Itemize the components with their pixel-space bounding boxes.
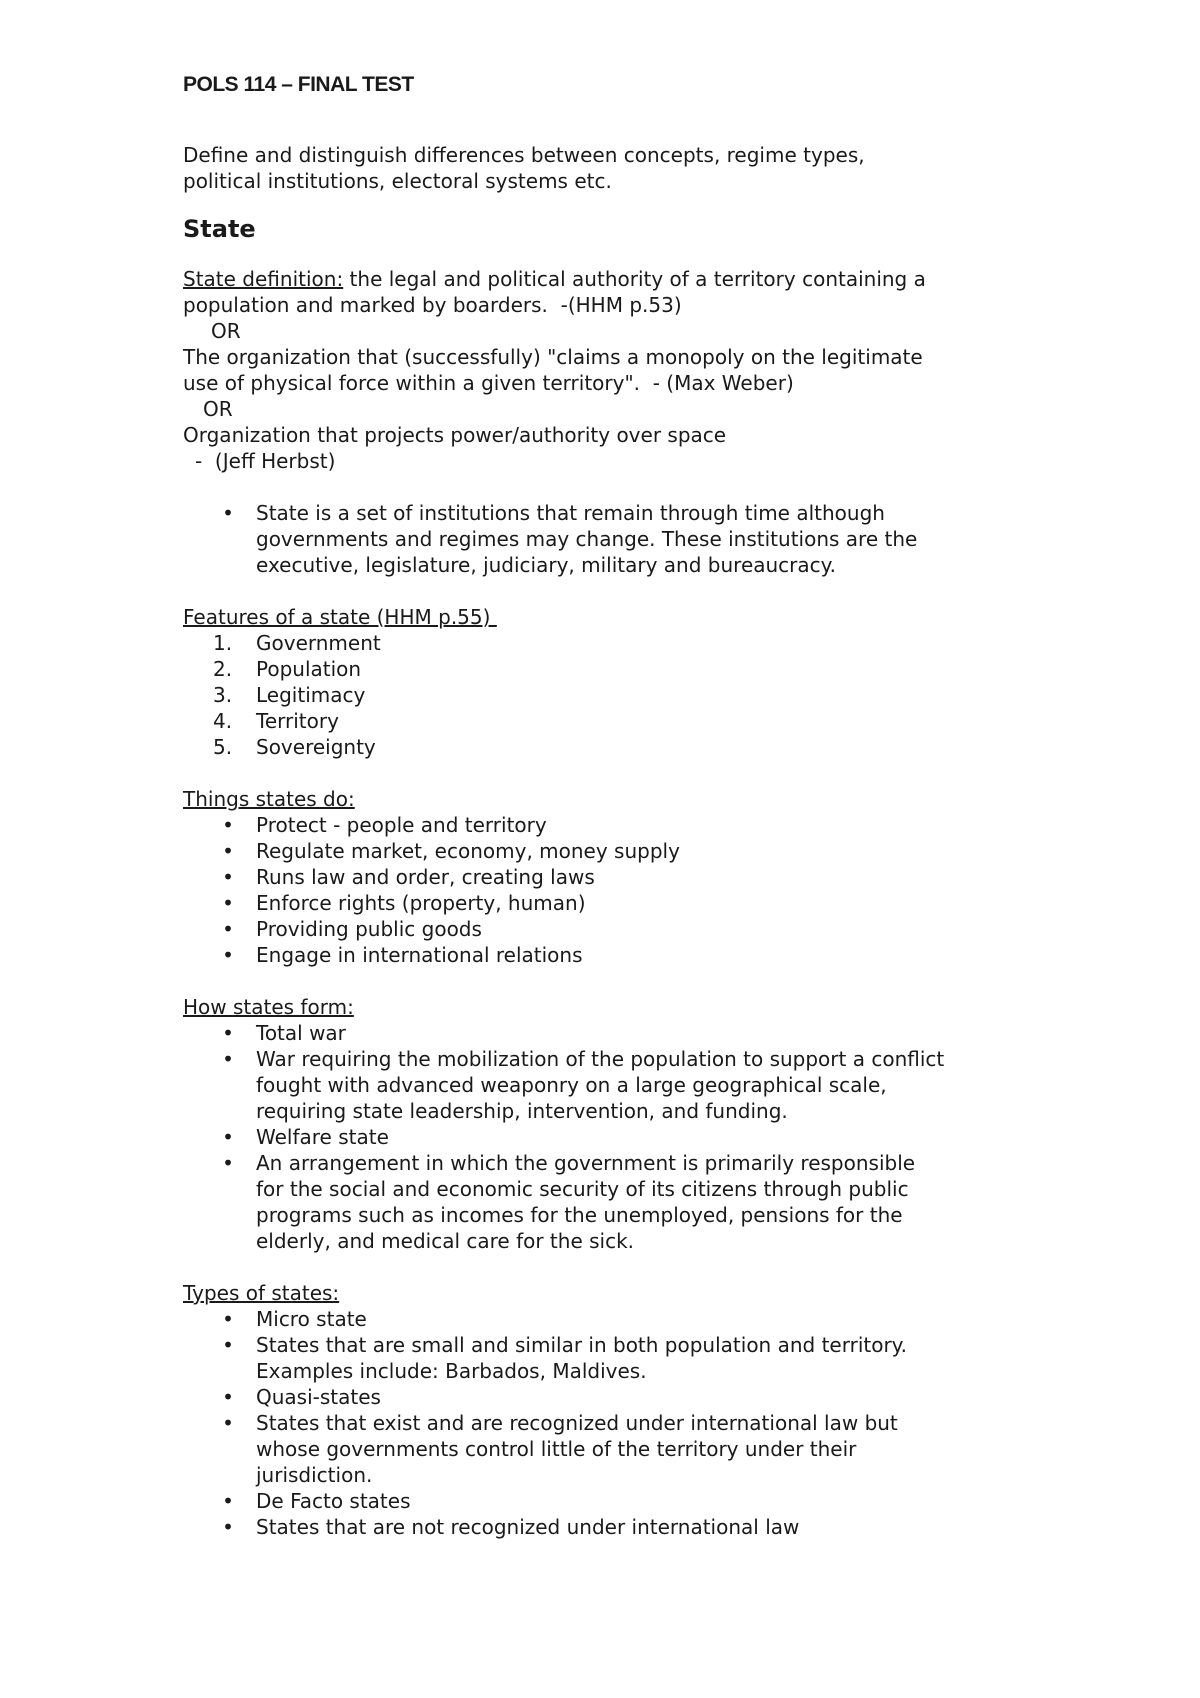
- list-item: • Regulate market, economy, money supply: [183, 838, 1063, 864]
- bullet-icon: •: [222, 1333, 234, 1357]
- bullet-icon: •: [222, 1411, 234, 1435]
- bullet-icon: •: [222, 917, 234, 941]
- list-item: • Micro state: [183, 1306, 1063, 1332]
- institutions-list: [183, 500, 1063, 578]
- features-list: [183, 630, 1063, 760]
- bullet-icon: •: [222, 1489, 234, 1513]
- list-item: • Engage in international relations: [183, 942, 1063, 968]
- list-item: • Enforce rights (property, human): [183, 890, 1063, 916]
- intro-line: Define and distinguish differences between concepts, regime types,: [183, 143, 865, 167]
- intro-line: political institutions, electoral systems etc.: [183, 169, 612, 193]
- list-item: • Runs law and order, creating laws: [183, 864, 1063, 890]
- bullet-icon: •: [222, 839, 234, 863]
- bullet-icon: •: [222, 1515, 234, 1539]
- form-list: [183, 1020, 1063, 1254]
- list-item: • States that exist and are recognized under international law but whose governments control little of the territory under their jurisdiction.: [183, 1410, 1063, 1488]
- list-item: • Welfare state: [183, 1124, 1063, 1150]
- bullet-icon: •: [222, 501, 234, 525]
- list-item: 1. Government: [213, 631, 381, 655]
- bullet-icon: •: [222, 943, 234, 967]
- list-item: 3. Legitimacy: [213, 683, 366, 707]
- list-item: • An arrangement in which the government is primarily responsible for the social and economic security of its citizens through public programs such as incomes for the unemployed, pensions for the elderly, and medical care for the sick.: [183, 1150, 1063, 1254]
- list-item: 4. Territory: [213, 709, 339, 733]
- bullet-icon: •: [222, 1151, 234, 1175]
- list-item: • States that are small and similar in both population and territory. Examples include: Barbados, Maldives.: [183, 1332, 1063, 1384]
- bullet-icon: •: [222, 1385, 234, 1409]
- section-heading-state: State: [183, 215, 256, 243]
- form-heading: How states form:: [183, 995, 354, 1019]
- or-separator: OR: [203, 397, 233, 421]
- things-heading: Things states do:: [183, 787, 355, 811]
- list-item: • State is a set of institutions that remain through time although governments and regimes may change. These institutions are the executive, legislature, judiciary, military and bureaucracy.: [183, 500, 1063, 578]
- herbst-definition: Organization that projects power/authority over space: [183, 423, 727, 447]
- types-heading: Types of states:: [183, 1281, 340, 1305]
- list-item: • Total war: [183, 1020, 1063, 1046]
- bullet-icon: •: [222, 813, 234, 837]
- list-item: 5. Sovereignty: [213, 735, 376, 759]
- list-item: 2. Population: [213, 657, 362, 681]
- bullet-icon: •: [222, 1307, 234, 1331]
- bullet-icon: •: [222, 891, 234, 915]
- list-item: • Protect - people and territory: [183, 812, 1063, 838]
- definition-line: [183, 266, 1063, 292]
- bullet-icon: •: [222, 1047, 234, 1071]
- features-heading: Features of a state (HHM p.55): [183, 605, 497, 629]
- list-item: • War requiring the mobilization of the population to support a conflict fought with advanced weaponry on a large geographical scale, requiring state leadership, intervention, and funding.: [183, 1046, 1063, 1124]
- herbst-definition: - (Jeff Herbst): [195, 449, 336, 473]
- document-body: [183, 72, 1063, 1540]
- types-list: [183, 1306, 1063, 1540]
- definition-text: the legal and political authority of a territory containing a: [343, 267, 926, 291]
- list-item: • Quasi-states: [183, 1384, 1063, 1410]
- bullet-icon: •: [222, 1125, 234, 1149]
- document-title: POLS 114 – FINAL TEST: [183, 73, 414, 96]
- weber-definition: The organization that (successfully) "claims a monopoly on the legitimate: [183, 345, 923, 369]
- definition-label: State definition:: [183, 267, 344, 291]
- list-item: • De Facto states: [183, 1488, 1063, 1514]
- or-separator: OR: [211, 319, 241, 343]
- things-list: [183, 812, 1063, 968]
- list-item: • Providing public goods: [183, 916, 1063, 942]
- definition-line: population and marked by boarders. -(HHM p.53): [183, 293, 682, 317]
- weber-definition: use of physical force within a given territory". - (Max Weber): [183, 371, 794, 395]
- bullet-icon: •: [222, 865, 234, 889]
- bullet-icon: •: [222, 1021, 234, 1045]
- list-item: • States that are not recognized under international law: [183, 1514, 1063, 1540]
